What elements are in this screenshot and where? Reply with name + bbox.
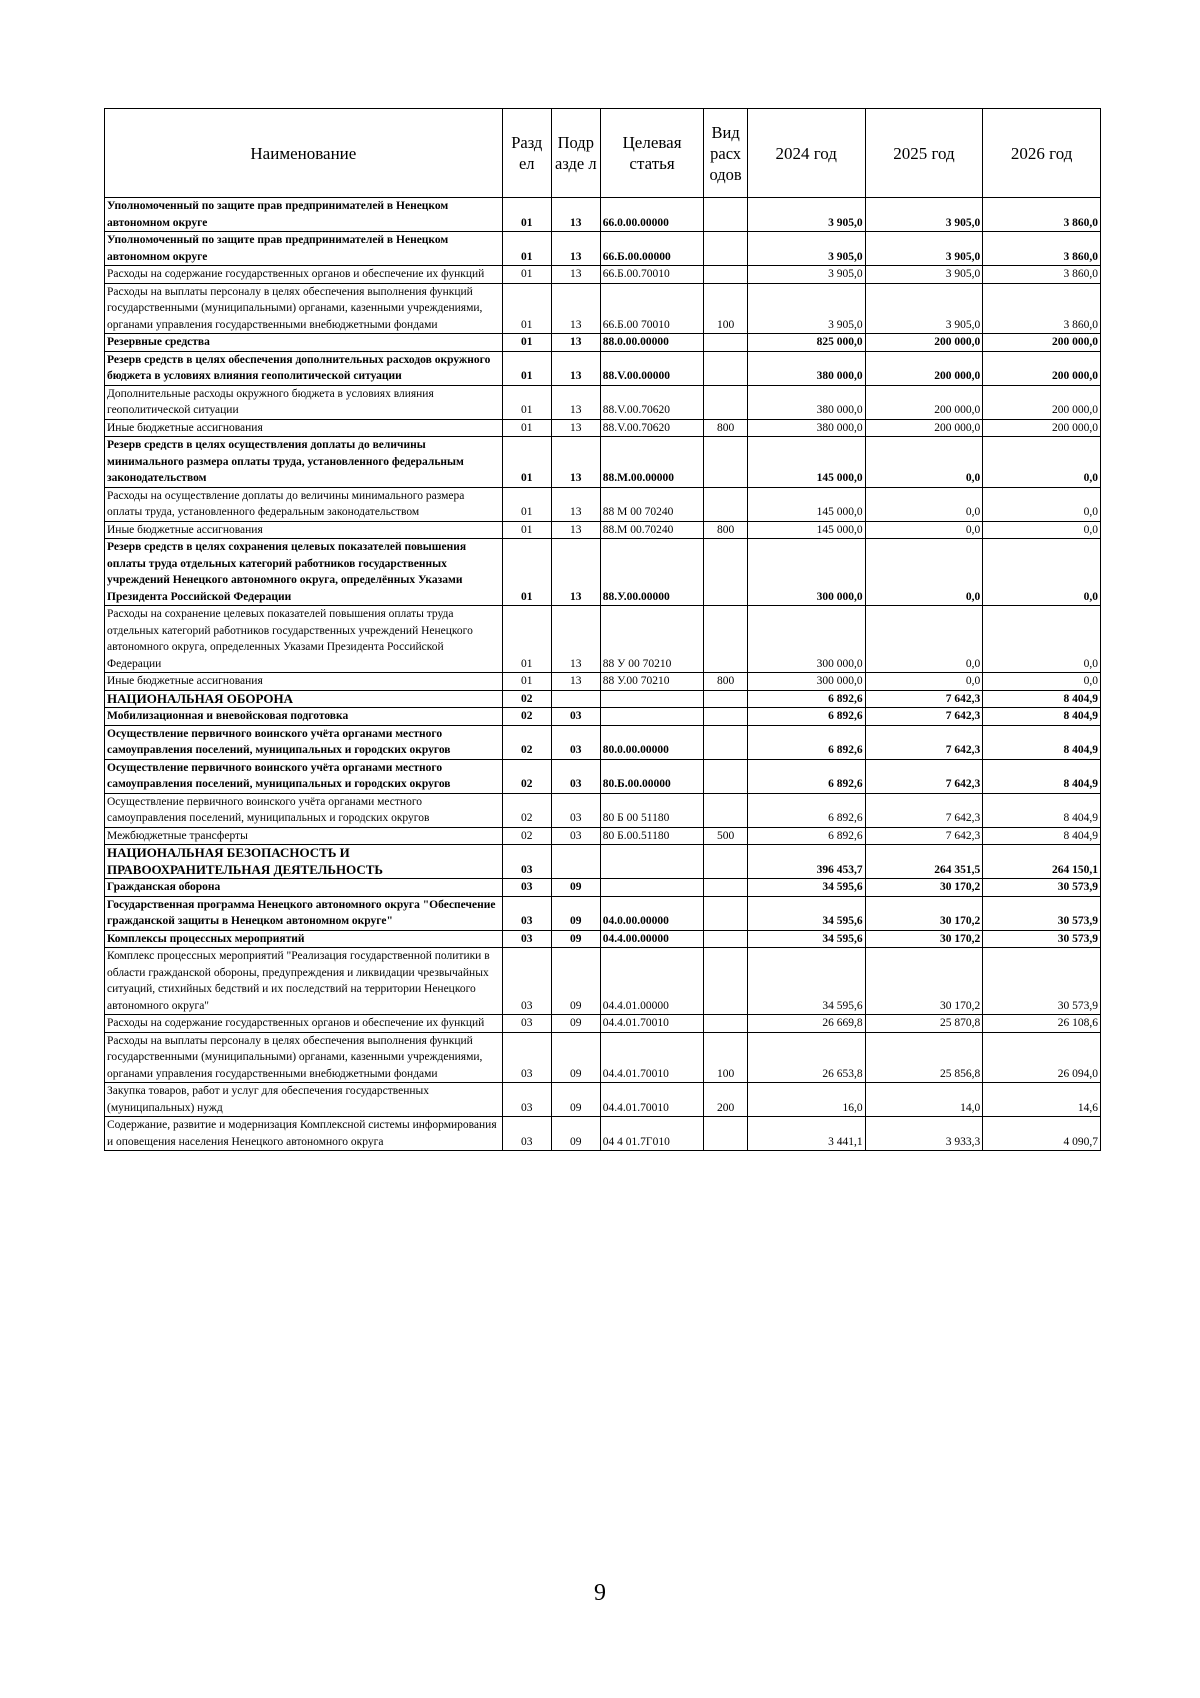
row-value-2025: 200 000,0 bbox=[865, 385, 983, 419]
row-razdel: 01 bbox=[502, 385, 551, 419]
row-podrazdel: 03 bbox=[551, 759, 600, 793]
row-razdel: 02 bbox=[502, 690, 551, 708]
row-target-article: 04.0.00.00000 bbox=[600, 896, 704, 930]
row-name: Гражданская оборона bbox=[105, 879, 503, 897]
row-razdel: 01 bbox=[502, 283, 551, 334]
row-razdel: 01 bbox=[502, 606, 551, 673]
row-value-2024: 3 905,0 bbox=[747, 266, 865, 284]
row-name: Иные бюджетные ассигнования bbox=[105, 521, 503, 539]
row-expense-type bbox=[704, 930, 748, 948]
row-value-2024: 380 000,0 bbox=[747, 351, 865, 385]
row-podrazdel bbox=[551, 690, 600, 708]
row-value-2025: 30 170,2 bbox=[865, 896, 983, 930]
table-row bbox=[105, 283, 1101, 334]
row-razdel: 01 bbox=[502, 419, 551, 437]
row-razdel: 02 bbox=[502, 725, 551, 759]
row-razdel: 01 bbox=[502, 266, 551, 284]
header-podrazdel: Подр азде л bbox=[551, 109, 600, 198]
table-row bbox=[105, 351, 1101, 385]
row-value-2024: 6 892,6 bbox=[747, 793, 865, 827]
row-value-2024: 3 441,1 bbox=[747, 1117, 865, 1151]
row-target-article: 80 Б.00.51180 bbox=[600, 827, 704, 845]
row-razdel: 03 bbox=[502, 1083, 551, 1117]
row-expense-type: 800 bbox=[704, 521, 748, 539]
table-row bbox=[105, 708, 1101, 726]
header-target-article: Целевая статья bbox=[600, 109, 704, 198]
row-value-2024: 145 000,0 bbox=[747, 437, 865, 488]
row-value-2026: 0,0 bbox=[983, 606, 1101, 673]
row-podrazdel: 09 bbox=[551, 1015, 600, 1033]
row-value-2026: 3 860,0 bbox=[983, 232, 1101, 266]
row-value-2026: 26 108,6 bbox=[983, 1015, 1101, 1033]
table-row bbox=[105, 198, 1101, 232]
budget-table bbox=[104, 108, 1101, 1151]
row-value-2026: 200 000,0 bbox=[983, 385, 1101, 419]
row-razdel: 02 bbox=[502, 759, 551, 793]
row-value-2024: 34 595,6 bbox=[747, 930, 865, 948]
row-podrazdel: 09 bbox=[551, 1032, 600, 1083]
row-value-2025: 0,0 bbox=[865, 539, 983, 606]
table-row bbox=[105, 879, 1101, 897]
row-razdel: 01 bbox=[502, 487, 551, 521]
header-year-2024: 2024 год bbox=[747, 109, 865, 198]
row-podrazdel: 13 bbox=[551, 198, 600, 232]
row-value-2024: 6 892,6 bbox=[747, 759, 865, 793]
row-value-2026: 30 573,9 bbox=[983, 948, 1101, 1015]
row-expense-type: 500 bbox=[704, 827, 748, 845]
row-value-2026: 4 090,7 bbox=[983, 1117, 1101, 1151]
row-podrazdel: 13 bbox=[551, 283, 600, 334]
row-name: Уполномоченный по защите прав предпринимателей в Ненецком автономном округе bbox=[105, 198, 503, 232]
row-expense-type: 200 bbox=[704, 1083, 748, 1117]
table-row bbox=[105, 759, 1101, 793]
row-value-2024: 16,0 bbox=[747, 1083, 865, 1117]
row-value-2026: 0,0 bbox=[983, 437, 1101, 488]
row-razdel: 03 bbox=[502, 896, 551, 930]
row-expense-type bbox=[704, 487, 748, 521]
table-row bbox=[105, 1083, 1101, 1117]
row-name: НАЦИОНАЛЬНАЯ БЕЗОПАСНОСТЬ И ПРАВООХРАНИТЕЛЬНАЯ ДЕЯТЕЛЬНОСТЬ bbox=[105, 845, 503, 879]
row-value-2025: 0,0 bbox=[865, 673, 983, 691]
row-podrazdel: 03 bbox=[551, 793, 600, 827]
row-expense-type: 800 bbox=[704, 419, 748, 437]
row-target-article: 88.0.00.00000 bbox=[600, 334, 704, 352]
row-value-2024: 26 653,8 bbox=[747, 1032, 865, 1083]
row-value-2024: 6 892,6 bbox=[747, 690, 865, 708]
row-name: Расходы на содержание государственных органов и обеспечение их функций bbox=[105, 266, 503, 284]
row-name: Межбюджетные трансферты bbox=[105, 827, 503, 845]
row-expense-type bbox=[704, 606, 748, 673]
row-name: Иные бюджетные ассигнования bbox=[105, 419, 503, 437]
row-name: НАЦИОНАЛЬНАЯ ОБОРОНА bbox=[105, 690, 503, 708]
row-target-article: 88 У.00 70210 bbox=[600, 673, 704, 691]
row-value-2026: 14,6 bbox=[983, 1083, 1101, 1117]
row-expense-type bbox=[704, 896, 748, 930]
row-expense-type bbox=[704, 690, 748, 708]
row-value-2024: 145 000,0 bbox=[747, 521, 865, 539]
row-value-2024: 396 453,7 bbox=[747, 845, 865, 879]
row-expense-type bbox=[704, 266, 748, 284]
row-value-2025: 7 642,3 bbox=[865, 827, 983, 845]
row-expense-type bbox=[704, 948, 748, 1015]
table-header-row bbox=[105, 109, 1101, 198]
row-target-article: 88.У.00.00000 bbox=[600, 539, 704, 606]
table-row bbox=[105, 437, 1101, 488]
row-razdel: 03 bbox=[502, 845, 551, 879]
row-name: Расходы на выплаты персоналу в целях обеспечения выполнения функций государственными (муниципальными) органами, казенными учреждениями, органами управления государственными внебюджетными фондами bbox=[105, 1032, 503, 1083]
row-podrazdel: 09 bbox=[551, 879, 600, 897]
row-target-article bbox=[600, 708, 704, 726]
row-name: Дополнительные расходы окружного бюджета в условиях влияния геополитической ситуации bbox=[105, 385, 503, 419]
row-value-2026: 8 404,9 bbox=[983, 793, 1101, 827]
row-expense-type bbox=[704, 1117, 748, 1151]
row-value-2026: 0,0 bbox=[983, 539, 1101, 606]
row-value-2025: 3 933,3 bbox=[865, 1117, 983, 1151]
row-value-2025: 3 905,0 bbox=[865, 232, 983, 266]
row-value-2025: 7 642,3 bbox=[865, 793, 983, 827]
row-expense-type bbox=[704, 539, 748, 606]
row-value-2025: 200 000,0 bbox=[865, 351, 983, 385]
table-row bbox=[105, 1117, 1101, 1151]
row-value-2026: 8 404,9 bbox=[983, 690, 1101, 708]
row-name: Содержание, развитие и модернизация Комплексной системы информирования и оповещения населения Ненецкого автономного округа bbox=[105, 1117, 503, 1151]
row-value-2025: 14,0 bbox=[865, 1083, 983, 1117]
row-target-article: 88.V.00.00000 bbox=[600, 351, 704, 385]
table-row bbox=[105, 1015, 1101, 1033]
row-target-article bbox=[600, 879, 704, 897]
row-razdel: 03 bbox=[502, 1117, 551, 1151]
row-value-2026: 0,0 bbox=[983, 521, 1101, 539]
row-value-2026: 0,0 bbox=[983, 673, 1101, 691]
row-target-article: 66.0.00.00000 bbox=[600, 198, 704, 232]
row-name: Государственная программа Ненецкого автономного округа "Обеспечение гражданской защиты в Ненецком автономном округе" bbox=[105, 896, 503, 930]
row-name: Резерв средств в целях осуществления доплаты до величины минимального размера оплаты труда, установленного федеральным законодательством bbox=[105, 437, 503, 488]
row-target-article: 88.М 00.70240 bbox=[600, 521, 704, 539]
table-row bbox=[105, 827, 1101, 845]
row-podrazdel: 13 bbox=[551, 521, 600, 539]
table-row bbox=[105, 673, 1101, 691]
row-podrazdel: 13 bbox=[551, 437, 600, 488]
row-value-2025: 30 170,2 bbox=[865, 930, 983, 948]
page-number: 9 bbox=[594, 1580, 606, 1606]
row-podrazdel: 09 bbox=[551, 948, 600, 1015]
row-target-article: 80 Б 00 51180 bbox=[600, 793, 704, 827]
row-value-2025: 3 905,0 bbox=[865, 283, 983, 334]
row-expense-type bbox=[704, 385, 748, 419]
row-podrazdel: 03 bbox=[551, 708, 600, 726]
row-value-2024: 380 000,0 bbox=[747, 385, 865, 419]
row-razdel: 03 bbox=[502, 1015, 551, 1033]
row-target-article: 88.V.00.70620 bbox=[600, 419, 704, 437]
row-expense-type: 800 bbox=[704, 673, 748, 691]
table-row bbox=[105, 385, 1101, 419]
row-value-2026: 3 860,0 bbox=[983, 283, 1101, 334]
row-razdel: 01 bbox=[502, 351, 551, 385]
row-razdel: 01 bbox=[502, 334, 551, 352]
row-target-article: 88.М.00.00000 bbox=[600, 437, 704, 488]
row-value-2026: 26 094,0 bbox=[983, 1032, 1101, 1083]
row-value-2026: 30 573,9 bbox=[983, 896, 1101, 930]
row-value-2024: 3 905,0 bbox=[747, 283, 865, 334]
row-value-2026: 8 404,9 bbox=[983, 759, 1101, 793]
row-expense-type bbox=[704, 725, 748, 759]
table-row bbox=[105, 487, 1101, 521]
row-razdel: 03 bbox=[502, 948, 551, 1015]
row-target-article: 80.0.00.00000 bbox=[600, 725, 704, 759]
table-row bbox=[105, 930, 1101, 948]
row-value-2025: 0,0 bbox=[865, 606, 983, 673]
table-row bbox=[105, 948, 1101, 1015]
row-name: Резервные средства bbox=[105, 334, 503, 352]
row-expense-type: 100 bbox=[704, 283, 748, 334]
table-row bbox=[105, 690, 1101, 708]
row-value-2024: 6 892,6 bbox=[747, 725, 865, 759]
row-value-2025: 7 642,3 bbox=[865, 759, 983, 793]
row-podrazdel: 09 bbox=[551, 1117, 600, 1151]
row-podrazdel: 09 bbox=[551, 896, 600, 930]
row-name: Мобилизационная и вневойсковая подготовка bbox=[105, 708, 503, 726]
row-expense-type bbox=[704, 334, 748, 352]
row-value-2026: 8 404,9 bbox=[983, 827, 1101, 845]
row-value-2024: 145 000,0 bbox=[747, 487, 865, 521]
table-row bbox=[105, 266, 1101, 284]
table-row bbox=[105, 725, 1101, 759]
row-name: Резерв средств в целях сохранения целевых показателей повышения оплаты труда отдельных категорий работников государственных учреждений Ненецкого автономного округа, определённых Указами Президента Российской Федерации bbox=[105, 539, 503, 606]
row-target-article: 04.4.01.70010 bbox=[600, 1032, 704, 1083]
table-row bbox=[105, 232, 1101, 266]
row-value-2024: 34 595,6 bbox=[747, 879, 865, 897]
row-value-2026: 30 573,9 bbox=[983, 930, 1101, 948]
row-value-2025: 7 642,3 bbox=[865, 690, 983, 708]
row-value-2024: 3 905,0 bbox=[747, 198, 865, 232]
row-target-article: 88 М 00 70240 bbox=[600, 487, 704, 521]
row-expense-type bbox=[704, 437, 748, 488]
row-target-article: 04.4.01.00000 bbox=[600, 948, 704, 1015]
row-name: Уполномоченный по защите прав предпринимателей в Ненецком автономном округе bbox=[105, 232, 503, 266]
row-podrazdel: 09 bbox=[551, 930, 600, 948]
row-podrazdel: 13 bbox=[551, 487, 600, 521]
row-razdel: 01 bbox=[502, 539, 551, 606]
row-target-article: 88.V.00.70620 bbox=[600, 385, 704, 419]
row-name: Расходы на сохранение целевых показателей повышения оплаты труда отдельных категорий работников государственных учреждений Ненецкого автономного округа, определенных Указами Президента Российской Федерации bbox=[105, 606, 503, 673]
row-name: Расходы на осуществление доплаты до величины минимального размера оплаты труда, установленного федеральным законодательством bbox=[105, 487, 503, 521]
row-target-article: 66.Б.00.70010 bbox=[600, 266, 704, 284]
row-podrazdel: 13 bbox=[551, 351, 600, 385]
header-name: Наименование bbox=[105, 109, 503, 198]
row-razdel: 03 bbox=[502, 879, 551, 897]
row-value-2024: 825 000,0 bbox=[747, 334, 865, 352]
table-body bbox=[105, 198, 1101, 1151]
row-expense-type bbox=[704, 879, 748, 897]
row-target-article: 04 4 01.7Г010 bbox=[600, 1117, 704, 1151]
row-value-2025: 3 905,0 bbox=[865, 198, 983, 232]
row-value-2024: 3 905,0 bbox=[747, 232, 865, 266]
table-row bbox=[105, 896, 1101, 930]
row-value-2025: 25 870,8 bbox=[865, 1015, 983, 1033]
row-podrazdel: 13 bbox=[551, 266, 600, 284]
row-podrazdel: 13 bbox=[551, 606, 600, 673]
row-target-article bbox=[600, 845, 704, 879]
table-row bbox=[105, 606, 1101, 673]
row-value-2025: 200 000,0 bbox=[865, 334, 983, 352]
row-value-2026: 200 000,0 bbox=[983, 351, 1101, 385]
row-expense-type bbox=[704, 232, 748, 266]
row-target-article: 66.Б.00 70010 bbox=[600, 283, 704, 334]
row-value-2026: 30 573,9 bbox=[983, 879, 1101, 897]
row-razdel: 01 bbox=[502, 198, 551, 232]
row-value-2024: 6 892,6 bbox=[747, 708, 865, 726]
row-value-2026: 3 860,0 bbox=[983, 198, 1101, 232]
table-row bbox=[105, 521, 1101, 539]
row-name: Осуществление первичного воинского учёта органами местного самоуправления поселений, муниципальных и городских округов bbox=[105, 793, 503, 827]
row-value-2025: 30 170,2 bbox=[865, 948, 983, 1015]
row-value-2024: 26 669,8 bbox=[747, 1015, 865, 1033]
row-target-article: 04.4.01.70010 bbox=[600, 1015, 704, 1033]
row-expense-type bbox=[704, 845, 748, 879]
row-value-2024: 300 000,0 bbox=[747, 673, 865, 691]
row-target-article: 04.4.00.00000 bbox=[600, 930, 704, 948]
row-name: Комплекс процессных мероприятий "Реализация государственной политики в области гражданской обороны, предупреждения и ликвидации чрезвычайных ситуаций, стихийных бедствий и их последствий на территории Ненецкого автономного округа" bbox=[105, 948, 503, 1015]
table-row bbox=[105, 419, 1101, 437]
row-podrazdel: 09 bbox=[551, 1083, 600, 1117]
row-podrazdel: 13 bbox=[551, 673, 600, 691]
row-value-2025: 3 905,0 bbox=[865, 266, 983, 284]
row-name: Резерв средств в целях обеспечения дополнительных расходов окружного бюджета в условиях влияния геополитической ситуации bbox=[105, 351, 503, 385]
row-value-2026: 200 000,0 bbox=[983, 419, 1101, 437]
row-name: Закупка товаров, работ и услуг для обеспечения государственных (муниципальных) нужд bbox=[105, 1083, 503, 1117]
row-expense-type bbox=[704, 198, 748, 232]
row-value-2026: 8 404,9 bbox=[983, 725, 1101, 759]
header-year-2026: 2026 год bbox=[983, 109, 1101, 198]
row-value-2025: 30 170,2 bbox=[865, 879, 983, 897]
row-razdel: 02 bbox=[502, 708, 551, 726]
row-expense-type bbox=[704, 351, 748, 385]
row-name: Комплексы процессных мероприятий bbox=[105, 930, 503, 948]
row-podrazdel: 13 bbox=[551, 385, 600, 419]
row-podrazdel: 03 bbox=[551, 725, 600, 759]
row-value-2024: 380 000,0 bbox=[747, 419, 865, 437]
header-razdel: Разд ел bbox=[502, 109, 551, 198]
row-name: Осуществление первичного воинского учёта органами местного самоуправления поселений, муниципальных и городских округов bbox=[105, 759, 503, 793]
table-row bbox=[105, 793, 1101, 827]
table-row bbox=[105, 539, 1101, 606]
row-value-2025: 0,0 bbox=[865, 521, 983, 539]
row-value-2026: 200 000,0 bbox=[983, 334, 1101, 352]
row-name: Расходы на содержание государственных органов и обеспечение их функций bbox=[105, 1015, 503, 1033]
row-value-2026: 0,0 bbox=[983, 487, 1101, 521]
row-target-article: 04.4.01.70010 bbox=[600, 1083, 704, 1117]
row-podrazdel: 13 bbox=[551, 539, 600, 606]
row-value-2025: 264 351,5 bbox=[865, 845, 983, 879]
row-podrazdel: 13 bbox=[551, 334, 600, 352]
row-value-2025: 0,0 bbox=[865, 437, 983, 488]
row-expense-type bbox=[704, 1015, 748, 1033]
row-value-2024: 300 000,0 bbox=[747, 539, 865, 606]
row-razdel: 03 bbox=[502, 1032, 551, 1083]
row-value-2024: 6 892,6 bbox=[747, 827, 865, 845]
row-name: Расходы на выплаты персоналу в целях обеспечения выполнения функций государственными (муниципальными) органами, казенными учреждениями, органами управления государственными внебюджетными фондами bbox=[105, 283, 503, 334]
row-value-2025: 7 642,3 bbox=[865, 708, 983, 726]
row-target-article: 80.Б.00.00000 bbox=[600, 759, 704, 793]
row-razdel: 01 bbox=[502, 521, 551, 539]
row-razdel: 01 bbox=[502, 232, 551, 266]
row-target-article bbox=[600, 690, 704, 708]
row-expense-type bbox=[704, 708, 748, 726]
row-expense-type bbox=[704, 793, 748, 827]
header-year-2025: 2025 год bbox=[865, 109, 983, 198]
row-razdel: 02 bbox=[502, 827, 551, 845]
row-value-2024: 300 000,0 bbox=[747, 606, 865, 673]
row-value-2025: 0,0 bbox=[865, 487, 983, 521]
row-razdel: 01 bbox=[502, 673, 551, 691]
row-value-2026: 8 404,9 bbox=[983, 708, 1101, 726]
row-expense-type bbox=[704, 759, 748, 793]
row-value-2025: 200 000,0 bbox=[865, 419, 983, 437]
table-row bbox=[105, 1032, 1101, 1083]
row-razdel: 03 bbox=[502, 930, 551, 948]
header-expense-type: Вид расх одов bbox=[704, 109, 748, 198]
row-razdel: 02 bbox=[502, 793, 551, 827]
row-target-article: 66.Б.00.00000 bbox=[600, 232, 704, 266]
row-value-2025: 25 856,8 bbox=[865, 1032, 983, 1083]
row-podrazdel bbox=[551, 845, 600, 879]
row-value-2026: 264 150,1 bbox=[983, 845, 1101, 879]
table-row bbox=[105, 845, 1101, 879]
table-row bbox=[105, 334, 1101, 352]
row-value-2024: 34 595,6 bbox=[747, 948, 865, 1015]
row-value-2024: 34 595,6 bbox=[747, 896, 865, 930]
row-podrazdel: 13 bbox=[551, 232, 600, 266]
row-razdel: 01 bbox=[502, 437, 551, 488]
row-podrazdel: 03 bbox=[551, 827, 600, 845]
row-value-2025: 7 642,3 bbox=[865, 725, 983, 759]
row-name: Иные бюджетные ассигнования bbox=[105, 673, 503, 691]
row-expense-type: 100 bbox=[704, 1032, 748, 1083]
row-value-2026: 3 860,0 bbox=[983, 266, 1101, 284]
row-podrazdel: 13 bbox=[551, 419, 600, 437]
row-target-article: 88 У 00 70210 bbox=[600, 606, 704, 673]
row-name: Осуществление первичного воинского учёта органами местного самоуправления поселений, муниципальных и городских округов bbox=[105, 725, 503, 759]
